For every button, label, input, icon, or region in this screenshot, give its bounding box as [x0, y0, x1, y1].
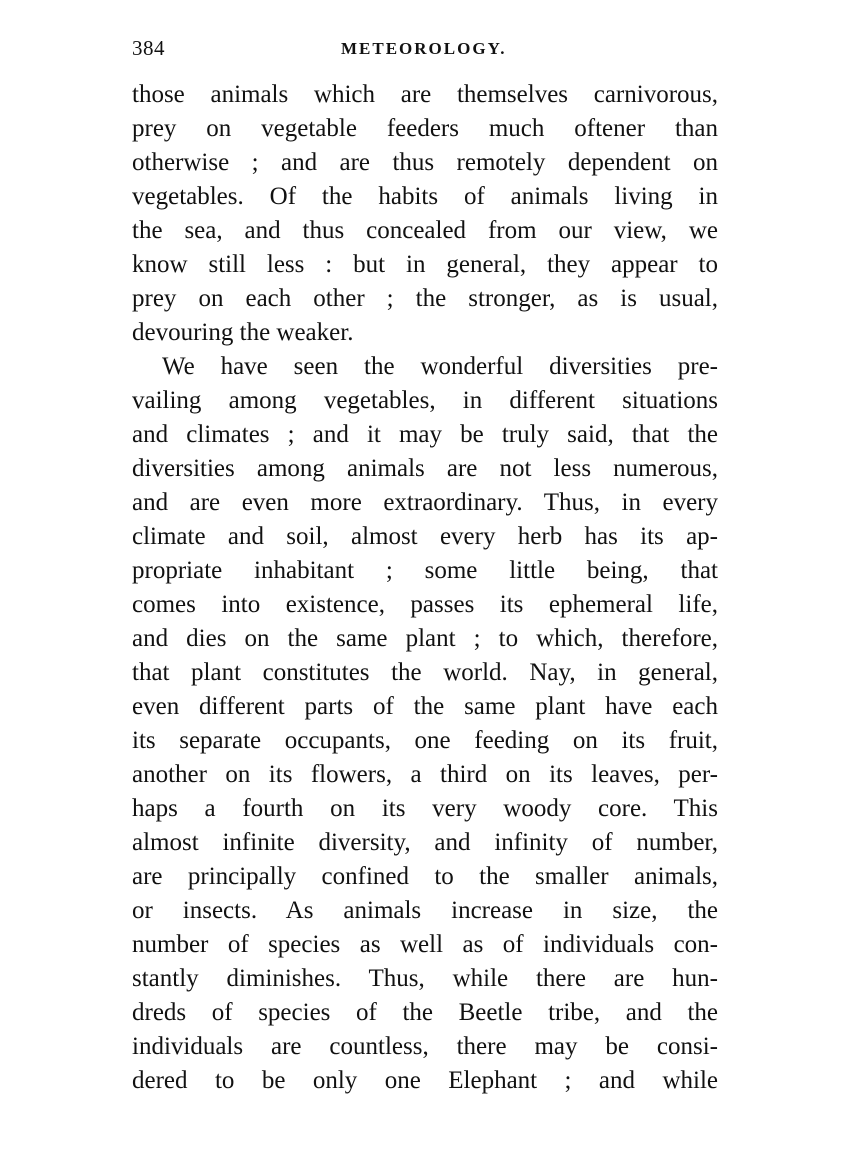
text-line: prey on vegetable feeders much oftener than: [132, 115, 718, 142]
text-line: number of species as well as of individuals con-: [132, 931, 718, 958]
text-line: vailing among vegetables, in different situations: [132, 387, 718, 414]
text-line: even different parts of the same plant have each: [132, 693, 718, 720]
text-line: know still less : but in general, they appear to: [132, 251, 718, 278]
text-line: its separate occupants, one feeding on its fruit,: [132, 727, 718, 754]
text-line: otherwise ; and are thus remotely dependent on: [132, 149, 718, 176]
text-line: We have seen the wonderful diversities pre-: [162, 353, 718, 380]
text-line: and are even more extraordinary. Thus, in every: [132, 489, 718, 516]
paragraph-1: [132, 78, 718, 350]
text-line: diversities among animals are not less numerous,: [132, 455, 718, 482]
text-line: comes into existence, passes its ephemeral life,: [132, 591, 718, 618]
text-line: stantly diminishes. Thus, while there are hun-: [132, 965, 718, 992]
paragraph-2: [132, 350, 718, 1098]
page-number: 384: [132, 36, 165, 60]
text-line: devouring the weaker.: [132, 319, 354, 346]
running-head: METEOROLOGY.: [341, 39, 507, 58]
text-line: prey on each other ; the stronger, as is usual,: [132, 285, 718, 312]
text-line: and climates ; and it may be truly said, that the: [132, 421, 718, 448]
text-line: almost infinite diversity, and infinity of number,: [132, 829, 718, 856]
text-line: climate and soil, almost every herb has its ap-: [132, 523, 718, 550]
text-line: dreds of species of the Beetle tribe, and the: [132, 999, 718, 1026]
text-line: individuals are countless, there may be consi-: [132, 1033, 718, 1060]
text-line: are principally confined to the smaller animals,: [132, 863, 718, 890]
body-text: [132, 78, 718, 1098]
text-line: haps a fourth on its very woody core. This: [132, 795, 718, 822]
text-line: vegetables. Of the habits of animals living in: [132, 183, 718, 210]
text-line: those animals which are themselves carnivorous,: [132, 81, 718, 108]
text-line: the sea, and thus concealed from our view, we: [132, 217, 718, 244]
text-line: dered to be only one Elephant ; and while: [132, 1067, 718, 1094]
text-line: or insects. As animals increase in size, the: [132, 897, 718, 924]
text-line: and dies on the same plant ; to which, therefore,: [132, 625, 718, 652]
text-line: another on its flowers, a third on its leaves, per-: [132, 761, 718, 788]
text-line: that plant constitutes the world. Nay, in general,: [132, 659, 718, 686]
text-line: propriate inhabitant ; some little being, that: [132, 557, 718, 584]
